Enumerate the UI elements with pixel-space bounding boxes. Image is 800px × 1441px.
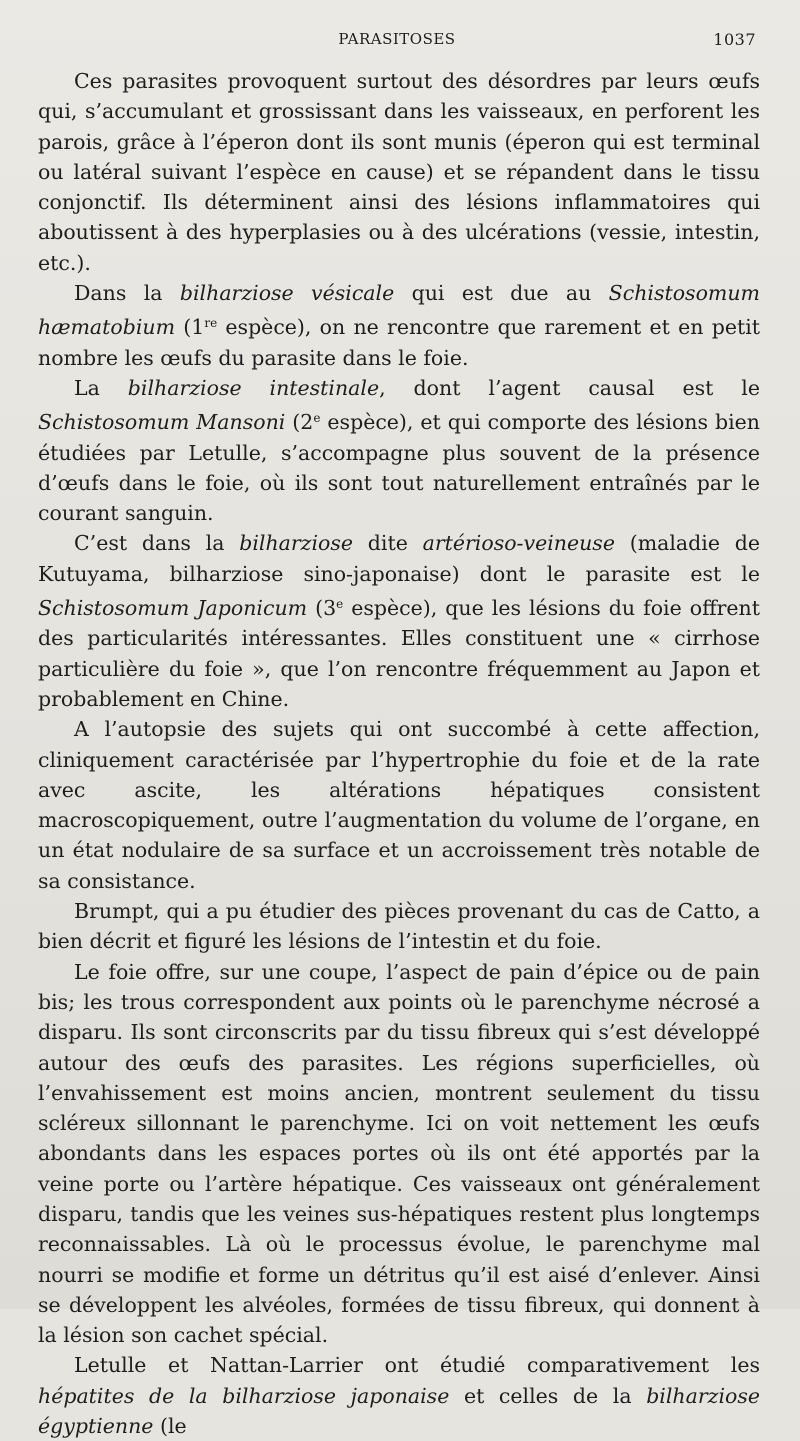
text-run: Brumpt, qui a pu étudier des pièces provenant du cas de Catto, a bien décrit et figuré les lésions de l’intestin et du foie. bbox=[38, 899, 760, 954]
text-run: La bbox=[74, 375, 128, 400]
italic-text: bilharziose intestinale bbox=[127, 375, 380, 400]
text-run: dite bbox=[353, 531, 423, 556]
text-run: espèce), et qui comporte des lésions bien étudiées par Letulle, s’accompagne plus souvent de la présence d’œufs dans le foie, où ils sont tout naturellement entraînés par le courant sanguin. bbox=[38, 410, 760, 526]
paragraph bbox=[38, 528, 760, 714]
running-title: PARASITOSES bbox=[338, 30, 456, 48]
italic-text: Schistosomum Mansoni bbox=[38, 410, 286, 435]
body-text bbox=[38, 66, 760, 1441]
italic-text: bilharziose égyptienne bbox=[38, 1383, 760, 1439]
text-run: espèce), on ne rencontre que rarement et en petit nombre les œufs du parasite dans le foie. bbox=[38, 315, 760, 370]
text-run: Ces parasites provoquent surtout des désordres par leurs œufs qui, s’accumulant et grossissant dans les vaisseaux, en perforent les parois, grâce à l’éperon dont ils sont munis (éperon qui est terminal ou latéral suivant l’espèce en cause) et se répandent dans le tissu conjonctif. Ils déterminent ainsi des lésions inflammatoires qui aboutissent à des hyperplasies ou à des ulcérations (vessie, intestin, etc.). bbox=[38, 69, 760, 275]
text-run: (le bbox=[153, 1414, 187, 1439]
paragraph bbox=[38, 66, 760, 278]
paragraph bbox=[38, 278, 760, 373]
paragraph bbox=[38, 957, 760, 1351]
page-number: 1037 bbox=[713, 30, 756, 49]
paragraph bbox=[38, 896, 760, 957]
paragraph bbox=[38, 714, 760, 896]
page-header bbox=[38, 30, 756, 56]
text-run: (3 bbox=[307, 596, 337, 621]
italic-text: bilharziose vésicale bbox=[179, 281, 395, 306]
italic-text: Schistosomum hæmatobium bbox=[38, 281, 760, 340]
text-run: (2 bbox=[285, 410, 314, 435]
italic-text: bilharziose bbox=[239, 531, 354, 556]
text-run: , dont l’agent causal est le bbox=[379, 375, 760, 400]
paragraph bbox=[38, 373, 760, 528]
italic-text: Schistosomum Japonicum bbox=[38, 596, 308, 621]
superscript: e bbox=[313, 411, 321, 426]
text-run: et celles de la bbox=[449, 1383, 647, 1408]
text-run: Dans la bbox=[74, 281, 180, 306]
superscript: e bbox=[336, 597, 344, 612]
text-run: (maladie de Kutuyama, bilharziose sino-japonaise) dont le parasite est le bbox=[38, 531, 760, 586]
superscript: re bbox=[204, 316, 218, 331]
text-run: Le foie offre, sur une coupe, l’aspect de pain d’épice ou de pain bis; les trous correspondent aux points où le parenchyme nécrosé a disparu. Ils sont circonscrits par du tissu fibreux qui s’est développé autour des œufs des parasites. Les régions superficielles, où l’envahissement est moins ancien, montrent seulement du tissu scléreux sillonnant le parenchyme. Ici on voit nettement les œufs abondants dans les espaces portes où ils ont été apportés par la veine porte ou l’artère hépatique. Ces vaisseaux ont généralement disparu, tandis que les veines sus-hépatiques restent plus longtemps reconnaissables. Là où le processus évolue, le parenchyme mal nourri se modifie et forme un détritus qu’il est aisé d’enlever. Ainsi se développent les alvéoles, formées de tissu fibreux, qui donnent à la lésion son cachet spécial. bbox=[38, 959, 760, 1348]
paragraph bbox=[38, 1350, 760, 1441]
text-run: A l’autopsie des sujets qui ont succombé à cette affection, cliniquement caractérisée par l’hypertrophie du foie et de la rate avec ascite, les altérations hépatiques consistent macroscopiquement, outre l’augmentation du volume de l’organe, en un état nodulaire de sa surface et un accroissement très notable de sa consistance. bbox=[38, 717, 760, 893]
italic-text: hépatites de la bilharziose japonaise bbox=[38, 1383, 450, 1408]
text-run: Letulle et Nattan-Larrier ont étudié comparativement les bbox=[74, 1353, 760, 1378]
text-run: (1 bbox=[175, 315, 205, 340]
text-run: qui est due au bbox=[394, 281, 609, 306]
text-run: C’est dans la bbox=[74, 531, 240, 556]
text-run: espèce), que les lésions du foie offrent des particularités intéressantes. Elles constituent une « cirrhose particulière du foie », que l’on rencontre fréquemment au Japon et probablement en Chine. bbox=[38, 596, 761, 711]
italic-text: artérioso-veineuse bbox=[422, 531, 615, 556]
